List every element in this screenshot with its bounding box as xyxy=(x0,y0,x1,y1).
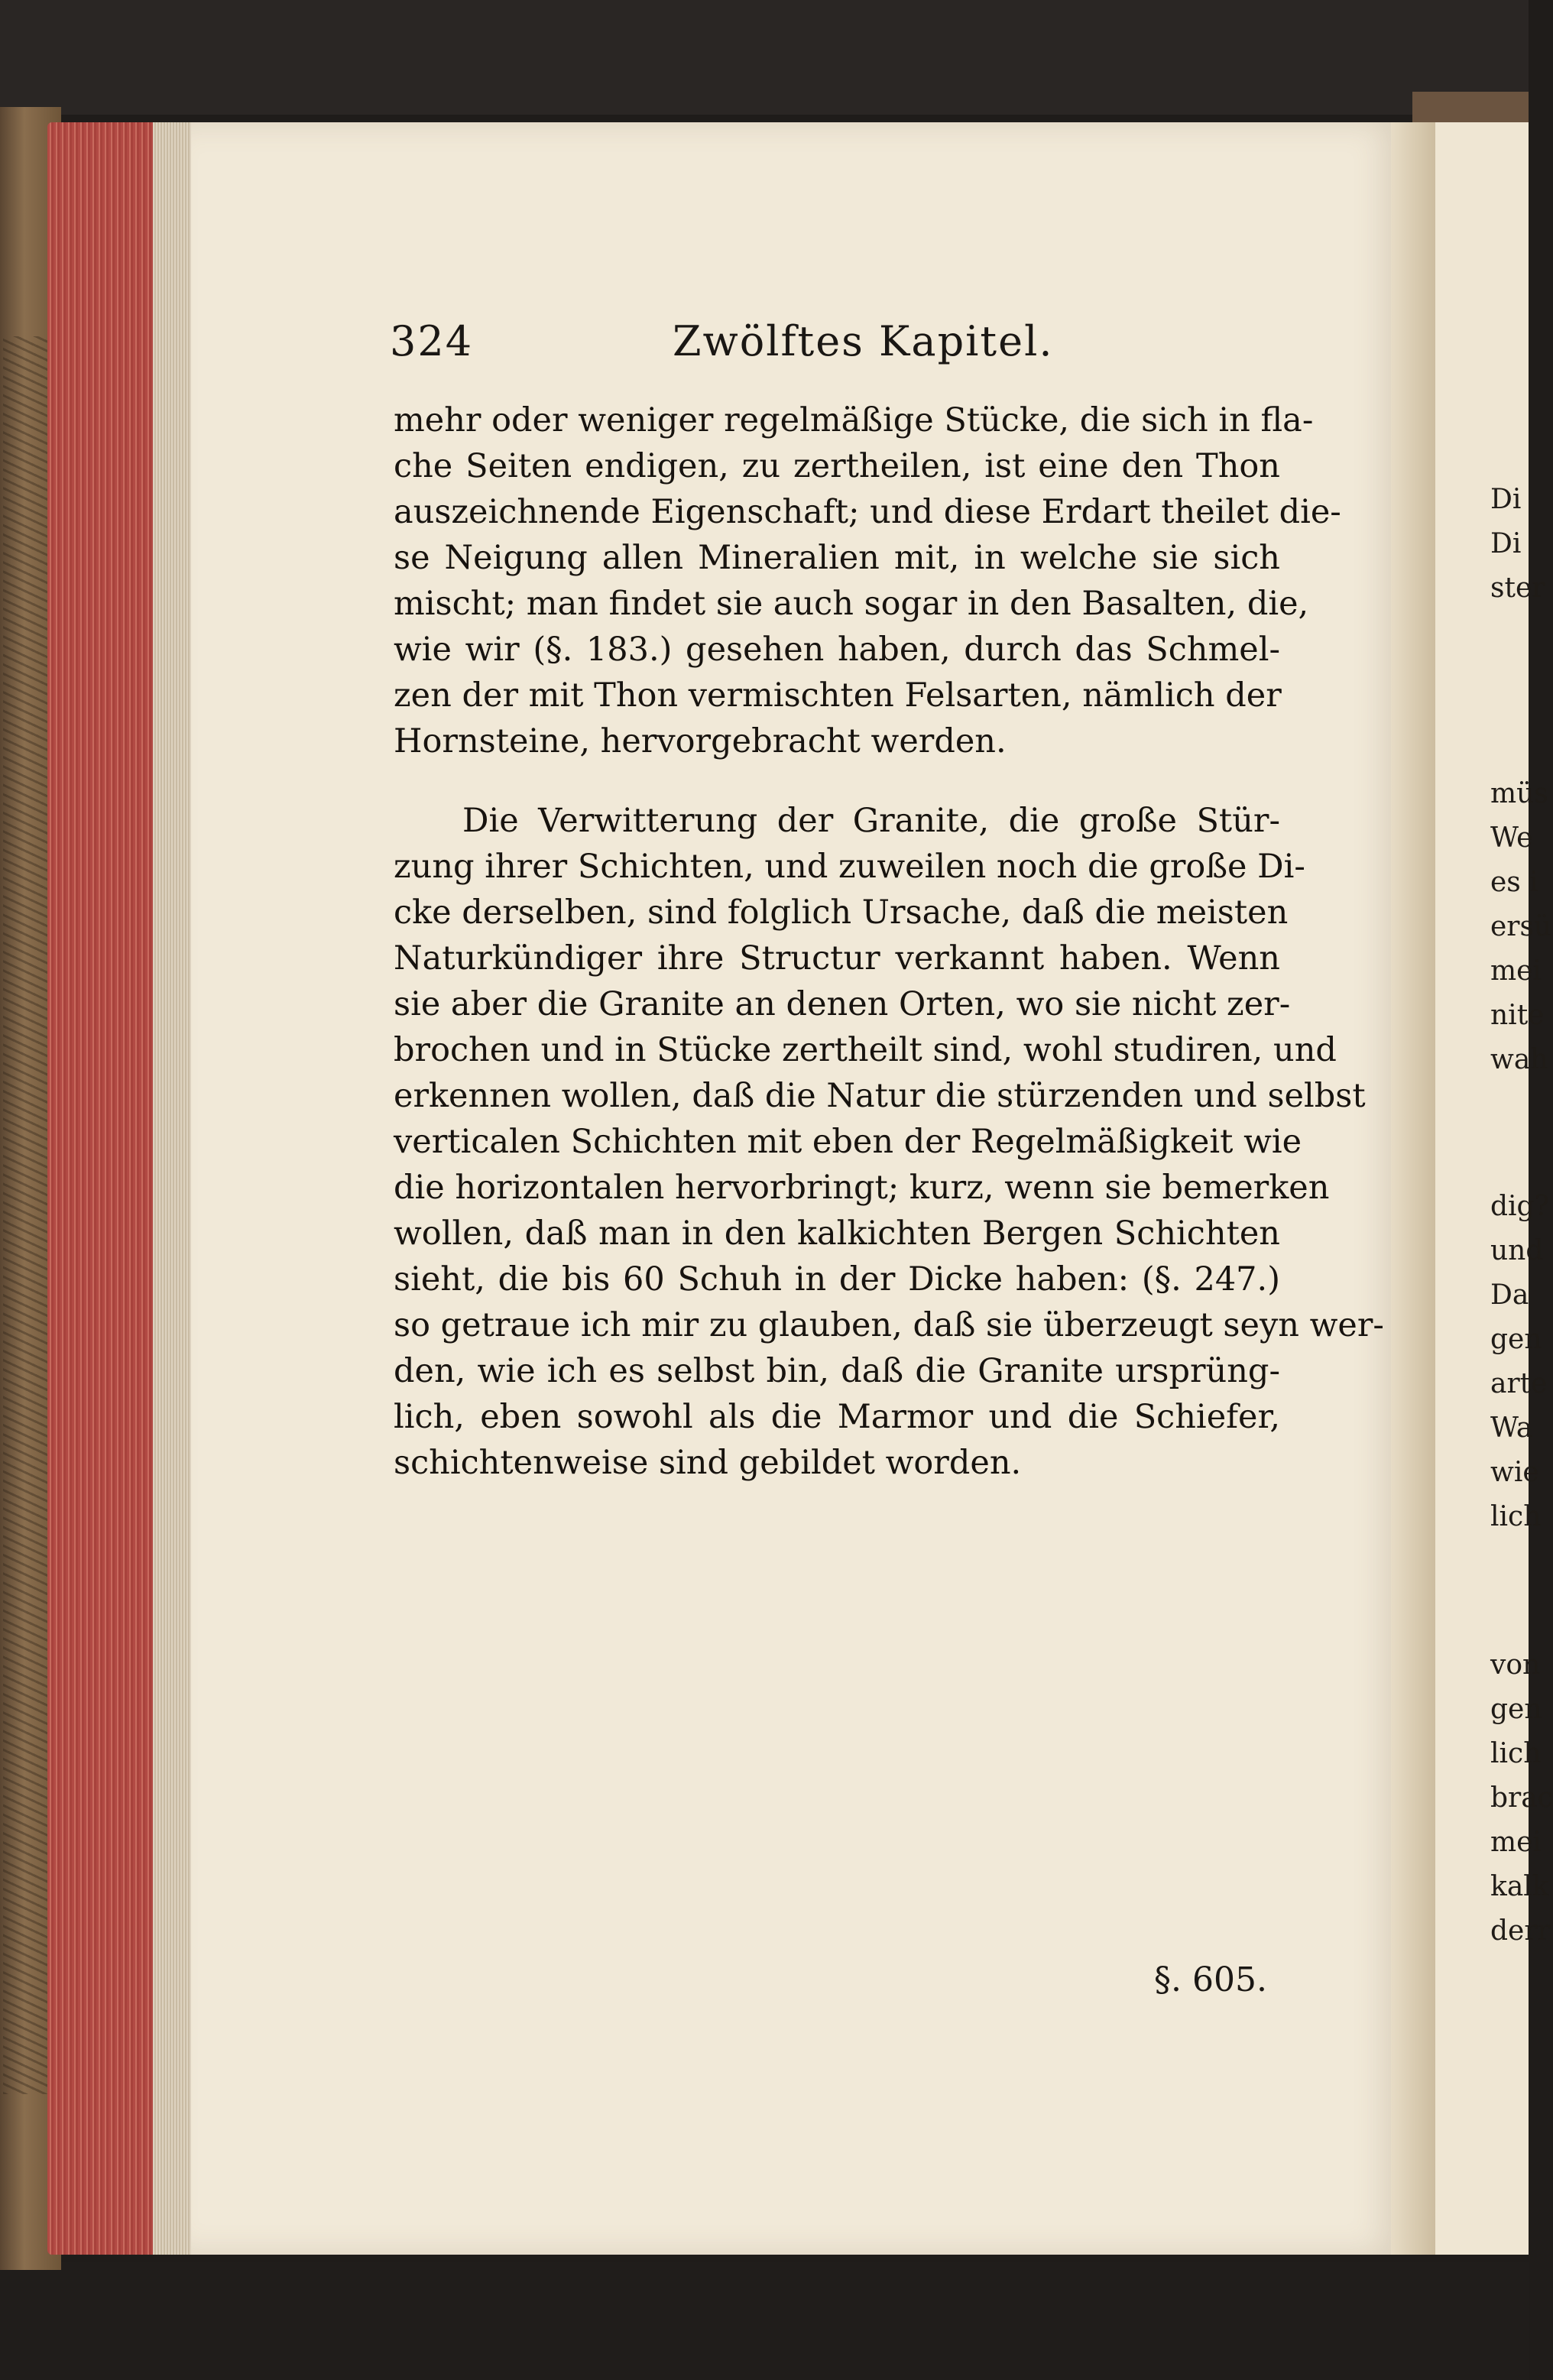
text-line: die horizontalen hervorbringt; kurz, wenn sie bemerken xyxy=(394,1169,1330,1207)
book-gutter xyxy=(1391,122,1437,2255)
fragment: lich xyxy=(1490,1738,1542,1769)
fragment: und xyxy=(1490,1235,1544,1266)
fragment: mei xyxy=(1490,955,1542,987)
body-text xyxy=(394,397,1384,1486)
text-line: wollen, daß man in den kalkichten Bergen Schichten xyxy=(394,1214,1280,1253)
text-line: wie wir (§. 183.) gesehen haben, durch das Schmel- xyxy=(394,631,1280,669)
fragment: ersü xyxy=(1490,911,1552,942)
paragraph-1 xyxy=(394,397,1341,764)
text-line: mehr oder weniger regelmäßige Stücke, die sich in fla- xyxy=(394,401,1314,439)
fragment: von xyxy=(1490,1649,1541,1681)
fragment: kalk xyxy=(1490,1871,1549,1902)
fragment: mei xyxy=(1490,1827,1542,1858)
page-number: 324 xyxy=(390,317,474,365)
text-line: Hornsteine, hervorgebracht werden. xyxy=(394,722,1007,760)
fragment: Wa xyxy=(1490,1412,1533,1444)
text-line: brochen und in Stücke zertheilt sind, wohl studiren, und xyxy=(394,1031,1337,1069)
fragment: Di xyxy=(1490,528,1522,559)
text-line: auszeichnende Eigenschaft; und diese Erdart theilet die- xyxy=(394,493,1341,531)
paragraph-2 xyxy=(394,798,1384,1486)
fragment: lich xyxy=(1490,1501,1542,1532)
fragment: nite xyxy=(1490,1000,1545,1031)
fragment: ster xyxy=(1490,572,1545,604)
text-line: schichtenweise sind gebildet worden. xyxy=(394,1444,1022,1482)
fragment: gen xyxy=(1490,1694,1542,1725)
text-line: che Seiten endigen, zu zertheilen, ist eine den Thon xyxy=(394,447,1280,485)
fragment: derr xyxy=(1490,1915,1551,1947)
cover-marbling xyxy=(3,336,49,2094)
fragment: Da xyxy=(1490,1279,1529,1311)
catchword: §. 605. xyxy=(1154,1960,1267,1999)
right-page-fragment-group xyxy=(1490,1185,1549,1539)
fragment: arte xyxy=(1490,1368,1548,1399)
running-head xyxy=(390,317,1276,378)
fragment: wah xyxy=(1490,1044,1548,1075)
fragment: We xyxy=(1490,822,1533,854)
text-line: so getraue ich mir zu glauben, daß sie überzeugt seyn wer- xyxy=(394,1306,1384,1344)
fragment: brac xyxy=(1490,1782,1553,1814)
background-top xyxy=(0,0,1529,115)
text-line: mischt; man findet sie auch sogar in den Basalten, die, xyxy=(394,585,1309,623)
right-page-fragment-group xyxy=(1490,1643,1553,1954)
text-line: Die Verwitterung der Granite, die große Stür- xyxy=(462,802,1280,840)
text-line: se Neigung allen Mineralien mit, in welche sie sich xyxy=(394,539,1280,577)
fragment: wie xyxy=(1490,1457,1539,1488)
text-line: lich, eben sowohl als die Marmor und die Schiefer, xyxy=(394,1398,1280,1436)
page-edges xyxy=(153,122,193,2255)
text-line: zen der mit Thon vermischten Felsarten, nämlich der xyxy=(394,676,1282,715)
background-bottom xyxy=(0,2262,1529,2380)
right-page-fragment-group xyxy=(1490,772,1551,1082)
right-page-fragment-group xyxy=(1490,478,1545,611)
text-line: sieht, die bis 60 Schuh in der Dicke haben: (§. 247.) xyxy=(394,1260,1280,1299)
chapter-title: Zwölftes Kapitel. xyxy=(673,317,1054,365)
book-cover-right xyxy=(1412,92,1529,122)
fragment: müs xyxy=(1490,778,1548,809)
fragment: Di xyxy=(1490,484,1522,515)
fragment: es i xyxy=(1490,867,1538,898)
text-line: verticalen Schichten mit eben der Regelmäßigkeit wie xyxy=(394,1123,1302,1161)
text-line: erkennen wollen, daß die Natur die stürzenden und selbst xyxy=(394,1077,1366,1115)
fragment: gen xyxy=(1490,1324,1542,1355)
text-line: den, wie ich es selbst bin, daß die Granite ursprüng- xyxy=(394,1352,1280,1390)
text-line: zung ihrer Schichten, und zuweilen noch die große Di- xyxy=(394,848,1305,886)
text-line: cke derselben, sind folglich Ursache, daß die meisten xyxy=(394,893,1289,932)
text-line: Naturkündiger ihre Structur verkannt haben. Wenn xyxy=(394,939,1280,978)
text-line: sie aber die Granite an denen Orten, wo sie nicht zer- xyxy=(394,985,1291,1023)
fragment: dig? xyxy=(1490,1191,1549,1222)
